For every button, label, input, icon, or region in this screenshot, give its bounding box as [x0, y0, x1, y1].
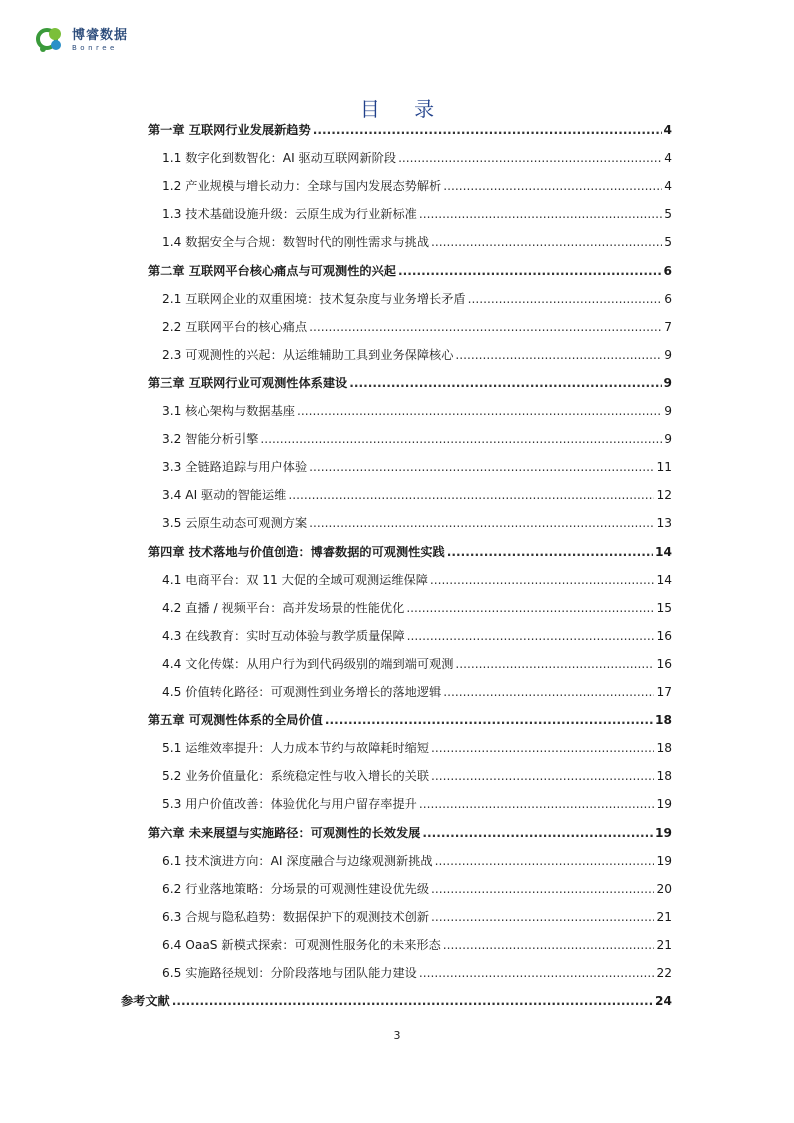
toc-section-entry[interactable]	[162, 318, 672, 336]
toc-section-entry[interactable]	[162, 683, 672, 701]
toc-section-entry[interactable]	[162, 767, 672, 785]
toc-entry-label: 第三章 互联网行业可观测性体系建设	[148, 375, 348, 390]
logo-name-en: Bonree	[72, 43, 118, 52]
toc-entry-page: 9	[664, 347, 672, 362]
toc-entry-label: 5.2 业务价值量化：系统稳定性与收入增长的关联	[162, 769, 430, 784]
toc-entry-page: 9	[663, 375, 672, 390]
toc-section-entry[interactable]	[162, 599, 672, 617]
toc-entry-page: 4	[664, 179, 672, 194]
toc-entry-label: 5.1 运维效率提升：人力成本节约与故障耗时缩短	[162, 741, 430, 756]
toc-title: 目 录	[359, 97, 449, 121]
toc-entry-label: 4.3 在线教育：实时互动体验与教学质量保障	[162, 628, 405, 643]
toc-leader-dots	[407, 627, 655, 645]
toc-leader-dots	[297, 402, 662, 420]
toc-entry-label: 1.3 技术基础设施升级：云原生成为行业新标准	[162, 207, 417, 222]
toc-chapter-entry[interactable]	[148, 543, 672, 561]
toc-entry-label: 6.4 OaaS 新模式探索：可观测性服务化的未来形态	[162, 937, 441, 952]
toc-chapter-entry[interactable]	[148, 262, 672, 280]
toc-leader-dots	[309, 514, 654, 532]
toc-entry-page: 16	[656, 628, 672, 643]
toc-section-entry[interactable]	[162, 936, 672, 954]
toc-entry-page: 14	[655, 544, 672, 559]
toc-leader-dots	[419, 205, 662, 223]
toc-section-entry[interactable]	[162, 655, 672, 673]
toc-leader-dots	[349, 374, 661, 392]
toc-entry-label: 4.4 文化传媒：从用户行为到代码级别的端到端可观测	[162, 656, 454, 671]
toc-entry-label: 2.1 互联网企业的双重困境：技术复杂度与业务增长矛盾	[162, 291, 466, 306]
toc-leader-dots	[430, 571, 655, 589]
toc-entry-label: 第五章 可观测性体系的全局价值	[148, 713, 323, 728]
toc-section-entry[interactable]	[162, 964, 672, 982]
toc-entry-label: 6.3 合规与隐私趋势：数据保护下的观测技术创新	[162, 909, 430, 924]
toc-entry-page: 4	[663, 123, 672, 137]
toc-entry-page: 20	[656, 881, 672, 896]
toc-entry-page: 18	[655, 713, 672, 728]
toc-entry-label: 5.3 用户价值改善：体验优化与用户留存率提升	[162, 797, 417, 812]
toc-entry-page: 18	[656, 741, 672, 756]
toc-entry-label: 1.4 数据安全与合规：数智时代的刚性需求与挑战	[162, 235, 430, 250]
toc-leader-dots	[455, 346, 662, 364]
toc-entry-label: 第六章 未来展望与实施路径：可观测性的长效发展	[148, 825, 421, 840]
toc-entry-page: 16	[656, 656, 672, 671]
toc-leader-dots	[325, 711, 653, 729]
toc-section-entry[interactable]	[162, 880, 672, 898]
toc-chapter-entry[interactable]	[148, 121, 672, 139]
toc-entry-page: 15	[656, 600, 672, 615]
toc-leader-dots	[172, 992, 653, 1010]
toc-leader-dots	[406, 599, 654, 617]
toc-section-entry[interactable]	[162, 402, 672, 420]
toc-entry-label: 6.5 实施路径规划：分阶段落地与团队能力建设	[162, 966, 417, 980]
toc-entry-page: 14	[656, 572, 672, 587]
toc-leader-dots	[313, 121, 662, 139]
toc-leader-dots	[422, 824, 653, 842]
toc-entry-label: 第一章 互联网行业发展新趋势	[148, 123, 311, 137]
toc-entry-label: 3.2 智能分析引擎	[162, 432, 259, 447]
toc-leader-dots	[468, 290, 663, 308]
toc-leader-dots	[431, 739, 654, 757]
toc-section-entry[interactable]	[162, 852, 672, 870]
toc-leader-dots	[260, 430, 662, 448]
toc-section-entry[interactable]	[162, 458, 672, 476]
toc-entry-page: 21	[656, 937, 672, 952]
toc-entry-label: 参考文献	[121, 994, 170, 1009]
toc-section-entry[interactable]	[162, 486, 672, 504]
toc-entry-label: 4.1 电商平台：双 11 大促的全域可观测运维保障	[162, 572, 428, 587]
toc-leader-dots	[443, 683, 654, 701]
toc-entry-page: 6	[663, 263, 672, 278]
toc-section-entry[interactable]	[162, 149, 672, 167]
toc-leader-dots	[431, 767, 654, 785]
toc-leader-dots	[431, 880, 654, 898]
toc-entry-label: 3.1 核心架构与数据基座	[162, 404, 295, 418]
toc-entry-page: 9	[664, 404, 672, 418]
toc-leader-dots	[419, 795, 655, 813]
toc-entry-page: 19	[656, 797, 672, 812]
toc-entry-page: 13	[656, 516, 672, 531]
toc-section-entry[interactable]	[162, 908, 672, 926]
toc-entry-label: 4.5 价值转化路径：可观测性到业务增长的落地逻辑	[162, 685, 442, 699]
toc-leader-dots	[398, 262, 662, 280]
toc-section-entry[interactable]	[162, 627, 672, 645]
toc-chapter-entry[interactable]	[121, 992, 672, 1010]
toc-section-entry[interactable]	[162, 233, 672, 251]
toc-entry-page: 5	[664, 235, 672, 250]
toc-entry-page: 7	[664, 319, 672, 334]
toc-leader-dots	[443, 936, 655, 954]
toc-entry-page: 22	[656, 966, 672, 980]
toc-leader-dots	[431, 233, 662, 251]
toc-entry-page: 17	[656, 685, 672, 699]
toc-leader-dots	[435, 852, 655, 870]
toc-leader-dots	[443, 177, 662, 195]
toc-leader-dots	[431, 908, 654, 926]
toc-entry-page: 19	[655, 825, 672, 840]
page-number: 3	[393, 1029, 401, 1042]
toc-section-entry[interactable]	[162, 177, 672, 195]
toc-leader-dots	[398, 149, 662, 167]
toc-leader-dots	[455, 655, 654, 673]
toc-section-entry[interactable]	[162, 739, 672, 757]
toc-entry-label: 1.2 产业规模与增长动力：全球与国内发展态势解析	[162, 179, 442, 194]
toc-entry-label: 3.3 全链路追踪与用户体验	[162, 460, 308, 475]
toc-chapter-entry[interactable]	[148, 711, 672, 729]
toc-entry-page: 18	[656, 769, 672, 784]
toc-leader-dots	[309, 458, 654, 476]
toc-entry-label: 1.1 数字化到数智化：AI 驱动互联网新阶段	[162, 151, 397, 166]
toc-entry-page: 4	[664, 151, 672, 166]
toc-section-entry[interactable]	[162, 346, 672, 364]
toc-chapter-entry[interactable]	[148, 824, 672, 842]
toc-chapter-entry[interactable]	[148, 374, 672, 392]
toc-section-entry[interactable]	[162, 290, 672, 308]
toc-entry-label: 4.2 直播 / 视频平台：高并发场景的性能优化	[162, 600, 405, 615]
toc-entry-label: 3.4 AI 驱动的智能运维	[162, 488, 287, 503]
toc-section-entry[interactable]	[162, 205, 672, 223]
toc-entry-label: 6.1 技术演进方向：AI 深度融合与边缘观测新挑战	[162, 853, 433, 868]
toc-section-entry[interactable]	[162, 571, 672, 589]
toc-section-entry[interactable]	[162, 514, 672, 532]
brand-logo	[34, 22, 128, 58]
toc-entry-label: 第四章 技术落地与价值创造：博睿数据的可观测性实践	[148, 544, 445, 559]
toc-entry-page: 12	[656, 488, 672, 503]
toc-entry-page: 9	[664, 432, 672, 447]
toc-entry-page: 11	[656, 460, 672, 475]
toc-entry-page: 19	[656, 853, 672, 868]
toc-entry-label: 6.2 行业落地策略：分场景的可观测性建设优先级	[162, 881, 430, 896]
toc-entry-label: 第二章 互联网平台核心痛点与可观测性的兴起	[148, 263, 396, 278]
toc-entry-page: 6	[664, 291, 672, 306]
toc-section-entry[interactable]	[162, 795, 672, 813]
toc-entry-page: 24	[655, 994, 672, 1009]
toc-leader-dots	[447, 543, 653, 561]
toc-leader-dots	[288, 486, 654, 504]
toc-entry-label: 3.5 云原生动态可观测方案	[162, 516, 308, 531]
toc-entry-label: 2.2 互联网平台的核心痛点	[162, 319, 308, 334]
toc-entry-label: 2.3 可观测性的兴起：从运维辅助工具到业务保障核心	[162, 347, 454, 362]
toc-entry-page: 5	[664, 207, 672, 222]
toc-entry-page: 21	[656, 909, 672, 924]
toc-leader-dots	[309, 318, 662, 336]
bonree-logo-icon	[34, 23, 68, 57]
logo-name-cn: 博睿数据	[72, 27, 129, 43]
toc-section-entry[interactable]	[162, 430, 672, 448]
toc-leader-dots	[419, 964, 655, 982]
